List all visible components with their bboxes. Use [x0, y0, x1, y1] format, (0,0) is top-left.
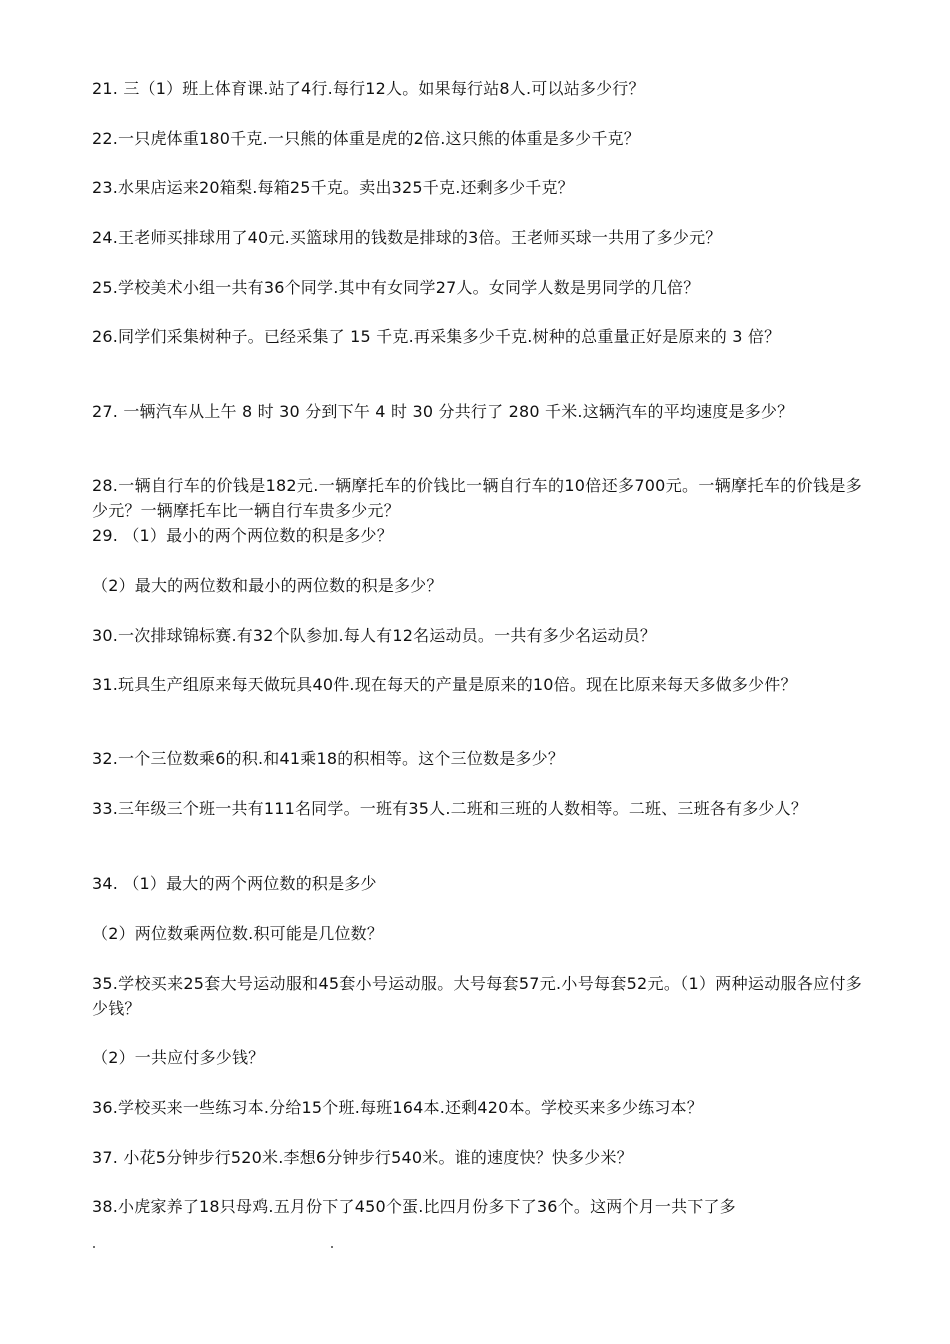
- problem-36: 36.学校买来一些练习本.分给15个班.每班164本.还剩420本。学校买来多少练习本？: [92, 1098, 703, 1117]
- problem-38: 38.小虎家养了18只母鸡.五月份下了450个蛋.比四月份多下了36个。这两个月一共下了多: [92, 1197, 736, 1216]
- problem-30: 30.一次排球锦标赛.有32个队参加.每人有12名运动员。一共有多少名运动员？: [92, 626, 657, 645]
- problem-27: 27. 一辆汽车从上午 8 时 30 分到下午 4 时 30 分共行了 280 千米.这辆汽车的平均速度是多少？: [92, 402, 794, 421]
- problem-26: 26.同学们采集树种子。已经采集了 15 千克.再采集多少千克.树种的总重量正好是原来的 3 倍？: [92, 327, 781, 346]
- problem-31: 31.玩具生产组原来每天做玩具40件.现在每天的产量是原来的10倍。现在比原来每天多做多少件？: [92, 675, 797, 694]
- problem-33: 33.三年级三个班一共有111名同学。一班有35人.二班和三班的人数相等。二班、三班各有多少人？: [92, 799, 808, 818]
- problem-35-part-2: （2）一共应付多少钱？: [92, 1048, 265, 1067]
- problem-32: 32.一个三位数乘6的积.和41乘18的积相等。这个三位数是多少？: [92, 749, 565, 768]
- problem-37: 37. 小花5分钟步行520米.李想6分钟步行540米。谁的速度快？快多少米？: [92, 1148, 633, 1167]
- problem-25: 25.学校美术小组一共有36个同学.其中有女同学27人。女同学人数是男同学的几倍？: [92, 278, 700, 297]
- problem-29-part-2: （2）最大的两位数和最小的两位数的积是多少？: [92, 576, 443, 595]
- problem-28: 28.一辆自行车的价钱是182元.一辆摩托车的价钱比一辆自行车的10倍还多700元。一辆摩托车的价钱是多少元？一辆摩托车比一辆自行车贵多少元？: [92, 476, 862, 520]
- problem-29-part-1: 29. （1）最小的两个两位数的积是多少？: [92, 526, 393, 545]
- problem-34-part-2: （2）两位数乘两位数.积可能是几位数？: [92, 924, 384, 943]
- footer-dot: [93, 1246, 95, 1248]
- footer-dot: [331, 1246, 333, 1248]
- problem-21: 21. 三（1）班上体育课.站了4行.每行12人。如果每行站8人.可以站多少行？: [92, 79, 645, 98]
- problem-34-part-1: 34. （1）最大的两个两位数的积是多少: [92, 874, 377, 893]
- problem-23: 23.水果店运来20箱梨.每箱25千克。卖出325千克.还剩多少千克？: [92, 178, 574, 197]
- problem-24: 24.王老师买排球用了40元.买篮球用的钱数是排球的3倍。王老师买球一共用了多少元？: [92, 228, 722, 247]
- problem-35: 35.学校买来25套大号运动服和45套小号运动服。大号每套57元.小号每套52元。（1）两种运动服各应付多少钱？: [92, 974, 862, 1018]
- problem-22: 22.一只虎体重180千克.一只熊的体重是虎的2倍.这只熊的体重是多少千克？: [92, 129, 640, 148]
